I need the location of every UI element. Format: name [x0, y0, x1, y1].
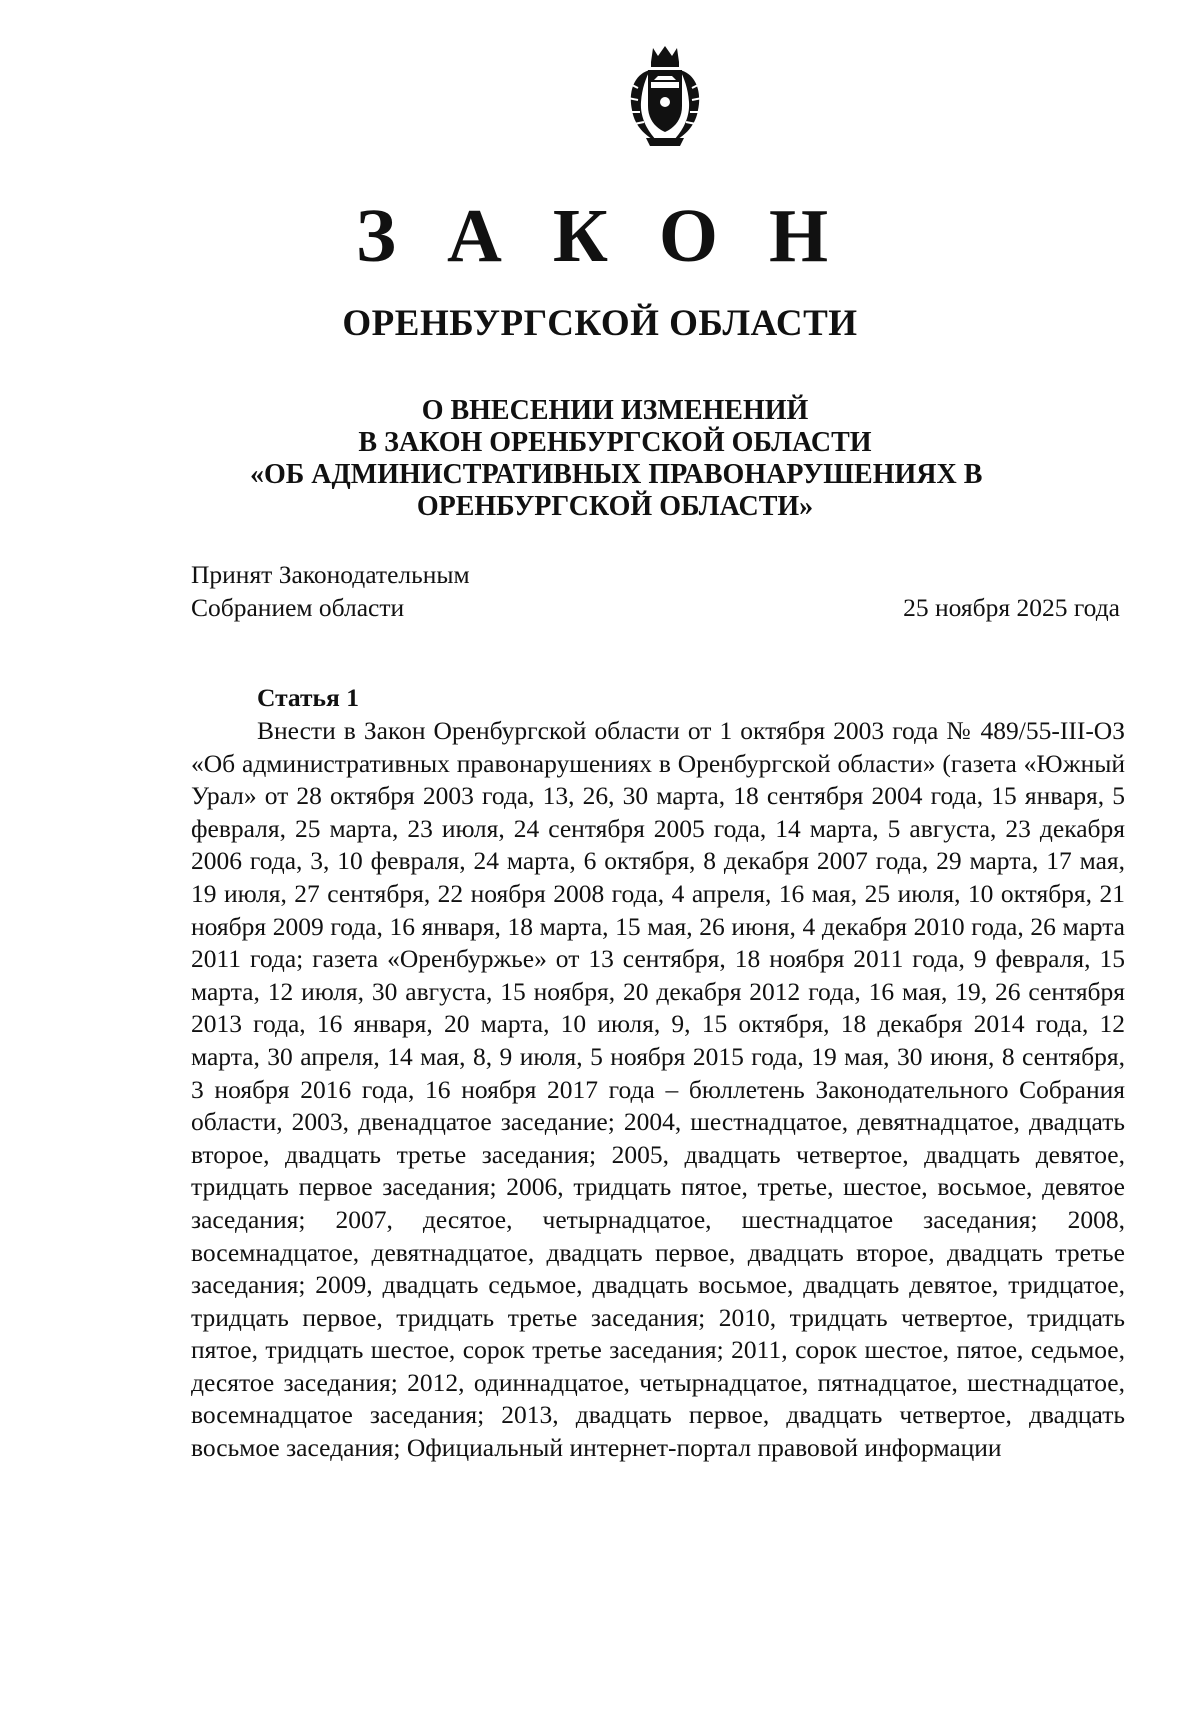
law-subject-line: «ОБ АДМИНИСТРАТИВНЫХ ПРАВОНАРУШЕНИЯХ В — [250, 459, 983, 490]
law-subject-line: ОРЕНБУРГСКОЙ ОБЛАСТИ» — [416, 491, 814, 522]
region-title: ОРЕНБУРГСКОЙ ОБЛАСТИ — [342, 303, 858, 344]
law-subject-line: В ЗАКОН ОРЕНБУРГСКОЙ ОБЛАСТИ — [358, 427, 872, 458]
law-subject — [250, 395, 983, 523]
article-heading: Статья 1 — [257, 683, 359, 712]
adoption-info — [191, 558, 470, 624]
article-body: Внести в Закон Оренбургской области от 1 октября 2003 года № 489/55-III-ОЗ «Об административных правонарушениях в Оренбургской области» (газета «Южный Урал» от 28 октября 2003 года, 13, 26, 30 марта, 18 сентября 2004 года, 15 января, 5 февраля, 25 марта, 23 июля, 24 сентября 2005 года, 14 марта, 5 августа, 23 декабря 2006 года, 3, 10 февраля, 24 марта, 6 октября, 8 декабря 2007 года, 29 марта, 17 мая, 19 июля, 27 сентября, 22 ноября 2008 года, 4 апреля, 16 мая, 25 июля, 10 октября, 21 ноября 2009 года, 16 января, 18 марта, 15 мая, 26 июня, 4 декабря 2010 года, 26 марта 2011 года; газета «Оренбуржье» от 13 сентября, 18 ноября 2011 года, 9 февраля, 15 марта, 12 июля, 30 августа, 15 ноября, 20 декабря 2012 года, 16 мая, 19, 26 сентября 2013 года, 16 января, 20 марта, 10 июля, 9, 15 октября, 18 декабря 2014 года, 12 марта, 30 апреля, 14 мая, 8, 9 июля, 5 ноября 2015 года, 19 мая, 30 июня, 8 сентября, 3 ноября 2016 года, 16 ноября 2017 года – бюллетень Законодательного Собрания области, 2003, двенадцатое заседание; 2004, шестнадцатое, девятнадцатое, двадцать второе, двадцать третье заседания; 2005, двадцать четвертое, двадцать девятое, тридцать первое заседания; 2006, тридцать пятое, третье, шестое, восьмое, девятое заседания; 2007, десятое, четырнадцатое, шестнадцатое заседания; 2008, восемнадцатое, девятнадцатое, двадцать первое, двадцать второе, двадцать третье заседания; 2009, двадцать седьмое, двадцать восьмое, двадцать девятое, тридцатое, тридцать первое, тридцать третье заседания; 2010, тридцать четвертое, тридцать пятое, тридцать шестое, сорок третье заседания; 2011, сорок шестое, пятое, седьмое, десятое заседания; 2012, одиннадцатое, четырнадцатое, пятнадцатое, шестнадцатое, восемнадцатое заседания; 2013, двадцать первое, двадцать четвертое, двадцать восьмое заседания; Официальный интернет-портал правовой информации — [191, 716, 1125, 1463]
adoption-line-1: Принят Законодательным — [191, 560, 470, 589]
law-title: З А К О Н — [355, 194, 845, 278]
adoption-date: 25 ноября 2025 года — [903, 593, 1120, 622]
law-subject-line: О ВНЕСЕНИИ ИЗМЕНЕНИЙ — [421, 395, 809, 426]
orenburg-coat-of-arms-icon — [624, 44, 706, 148]
adoption-line-2: Собранием области — [191, 593, 405, 622]
